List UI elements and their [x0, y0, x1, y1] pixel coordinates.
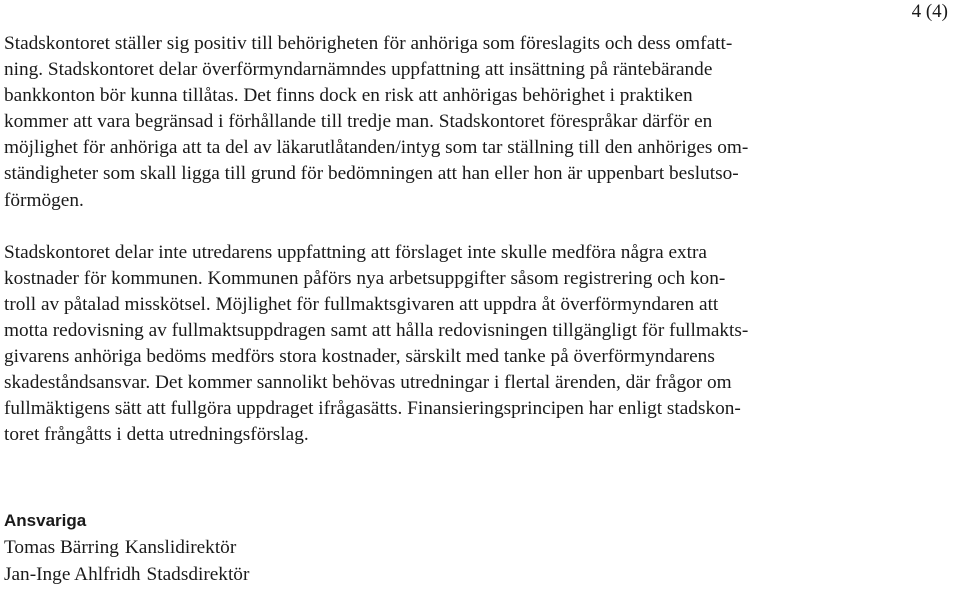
signer-row [4, 563, 249, 587]
signer-title: Kanslidirektör [124, 537, 237, 558]
document-body [4, 31, 956, 448]
signer-name: Tomas Bärring [4, 537, 119, 558]
text-line: fullmäktigens sätt att fullgöra uppdraget ifrågasätts. Finansieringsprincipen har enligt stadskon- [4, 398, 741, 420]
text-line: möjlighet för anhöriga att ta del av läkarutlåtanden/intyg som tar ställning till den anhöriges om- [4, 137, 749, 159]
paragraph-2 [4, 240, 956, 449]
signer-name: Jan-Inge Ahlfridh [4, 564, 141, 585]
responsible-heading: Ansvariga [4, 511, 87, 530]
text-line: skadeståndsansvar. Det kommer sannolikt behövas utredningar i flertal ärenden, där frågor om [4, 372, 732, 394]
page-number: 4 (4) [911, 1, 948, 22]
signer-row [4, 536, 236, 560]
text-line: Stadskontoret ställer sig positiv till behörigheten för anhöriga som föreslagits och dess omfatt- [4, 33, 733, 54]
text-line: förmögen. [4, 189, 84, 211]
text-line: givarens anhöriga bedöms medförs stora kostnader, särskilt med tanke på överförmyndarens [4, 346, 715, 368]
text-line: toret frångåtts i detta utredningsförslag. [4, 424, 309, 446]
text-line: kommer att vara begränsad i förhållande till tredje man. Stadskontoret förespråkar därför en [4, 111, 713, 133]
text-line: kostnader för kommunen. Kommunen påförs nya arbetsuppgifter såsom registrering och kon- [4, 267, 726, 289]
text-line: Stadskontoret delar inte utredarens uppfattning att förslaget inte skulle medföra några extra [4, 241, 707, 263]
text-line: troll av påtalad misskötsel. Möjlighet för fullmaktsgivaren att uppdra åt överförmyndaren att [4, 293, 719, 315]
text-line: motta redovisning av fullmaktsuppdragen samt att hålla redovisningen tillgängligt för fullmakts- [4, 319, 749, 341]
text-line: ständigheter som skall ligga till grund för bedömningen att han eller hon är uppenbart beslutso- [4, 163, 739, 185]
text-line: bankkonton bör kunna tillåtas. Det finns dock en risk att anhörigas behörighet i praktiken [4, 85, 693, 107]
text-line: ning. Stadskontoret delar överförmyndarnämndes uppfattning att insättning på räntebärande [4, 59, 713, 81]
paragraph-1 [4, 31, 956, 214]
signer-title: Stadsdirektör [146, 564, 250, 585]
